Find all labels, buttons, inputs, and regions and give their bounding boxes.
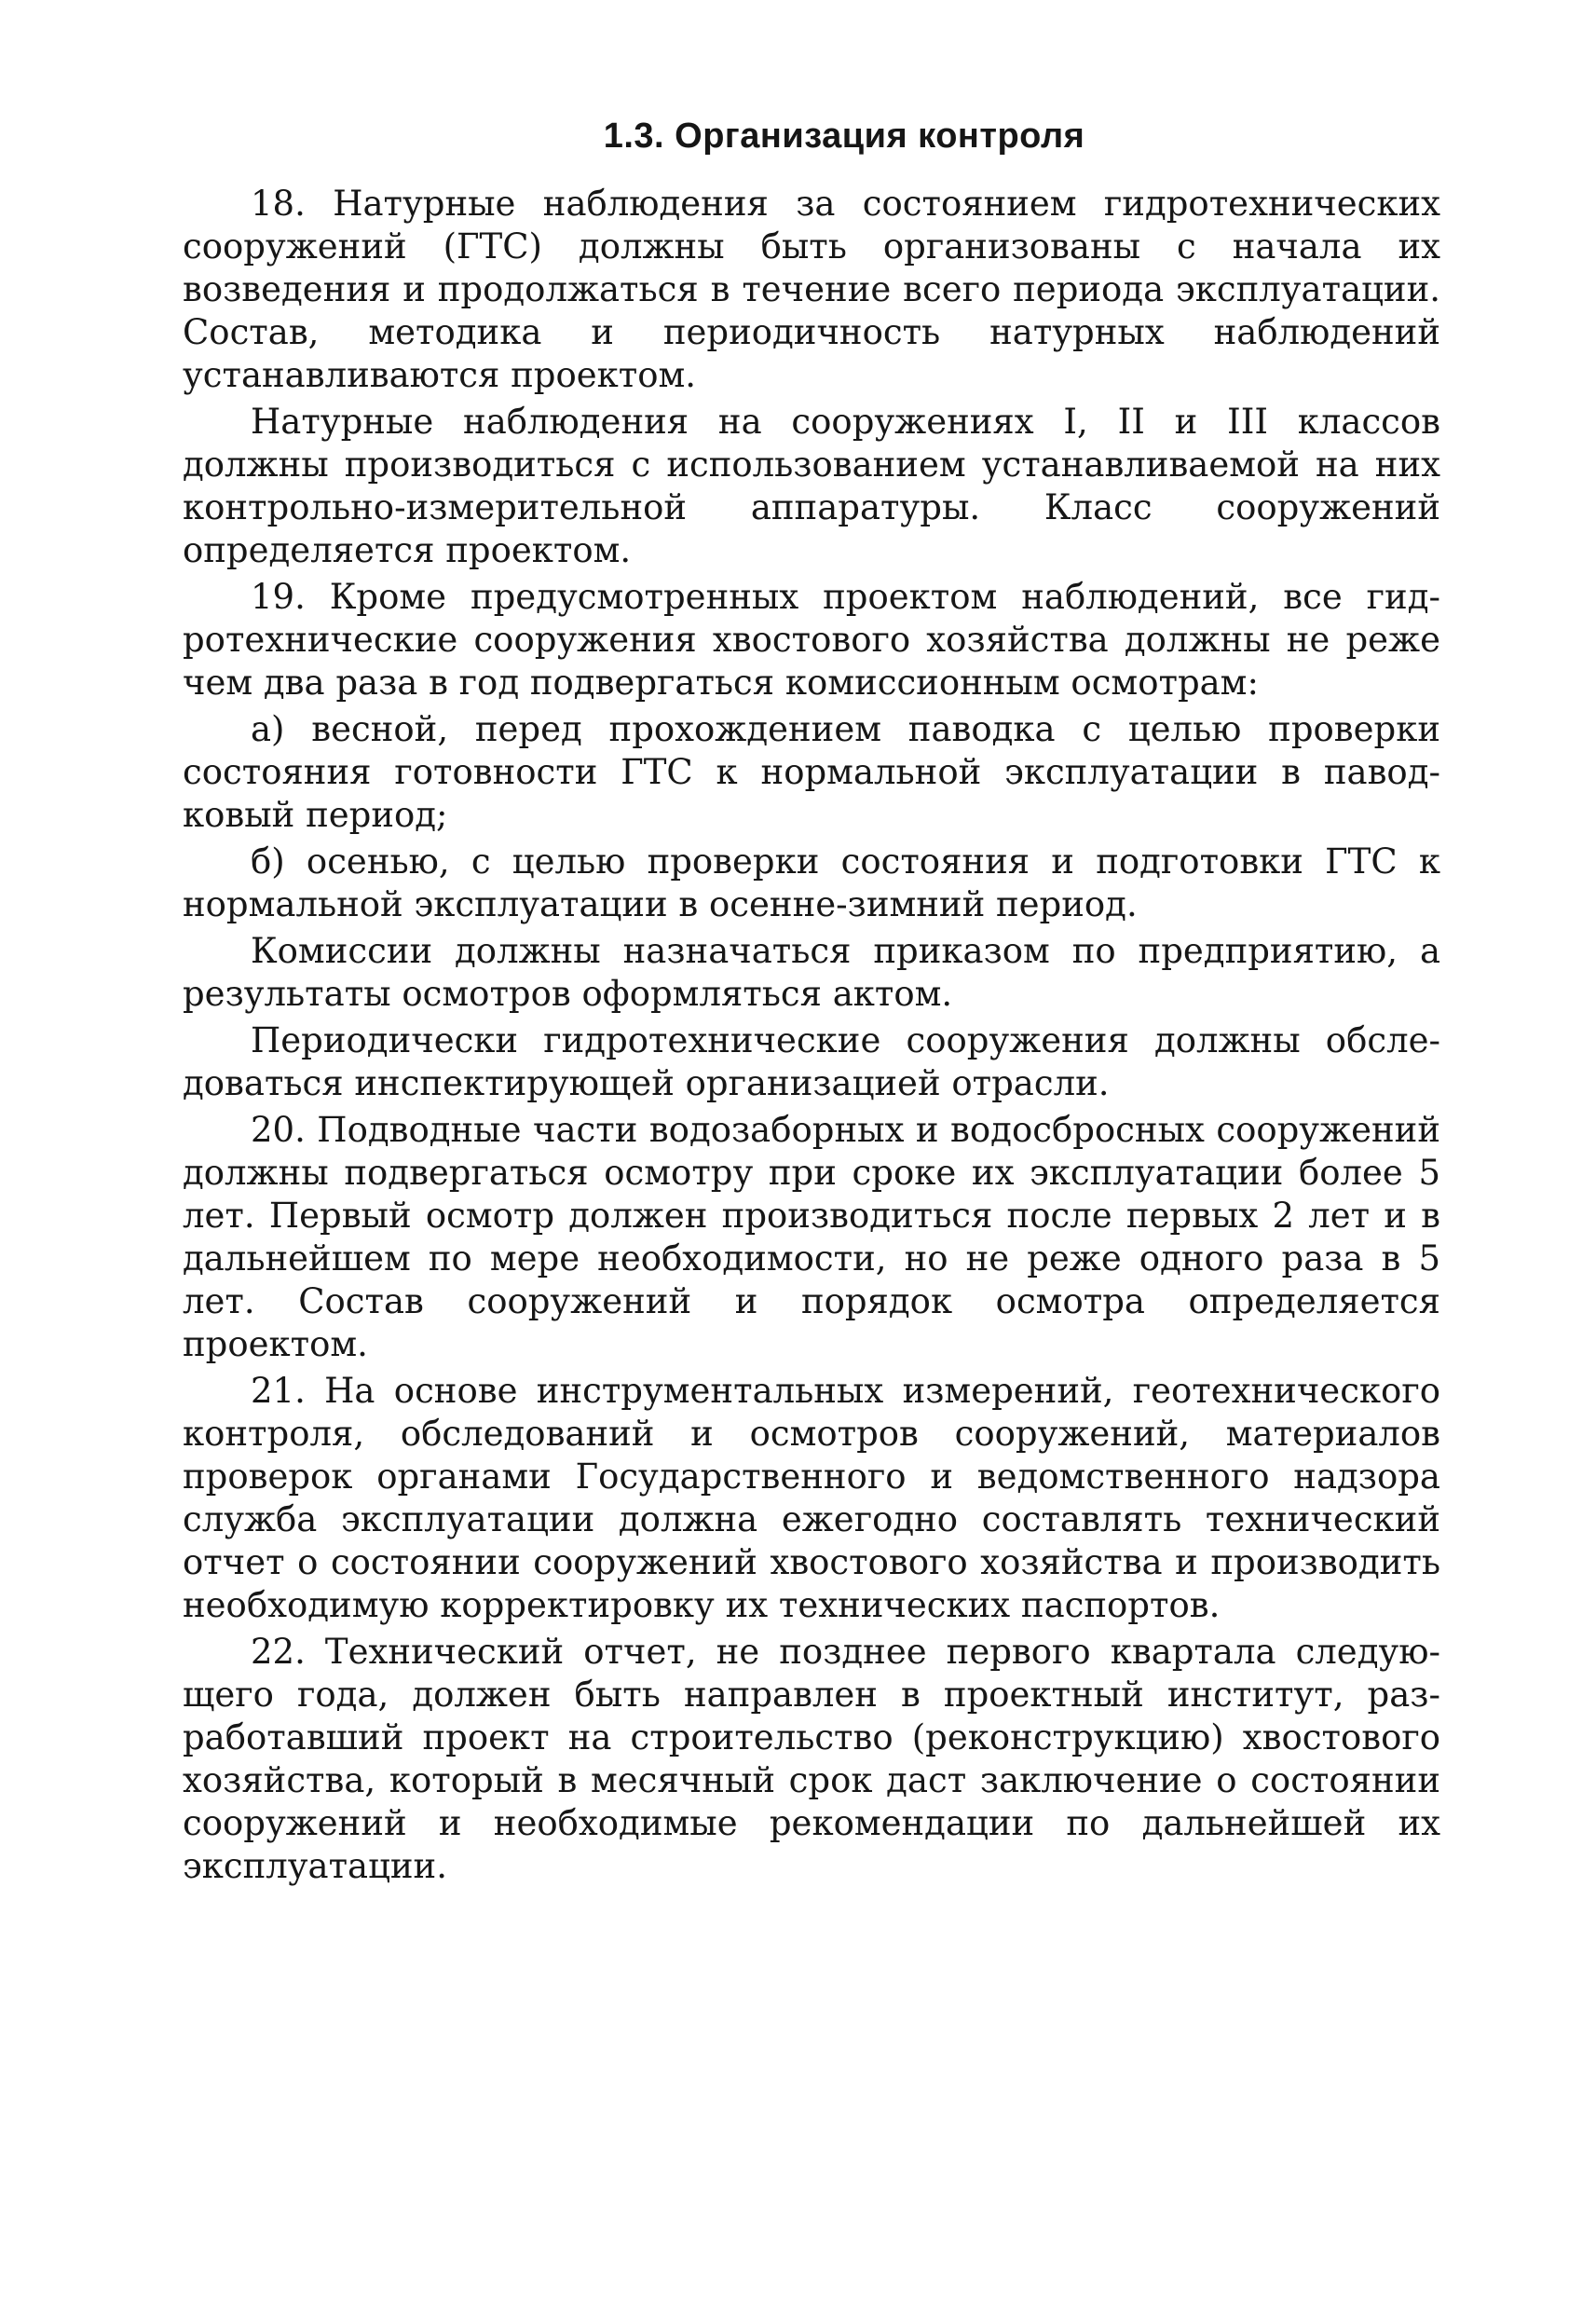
paragraph-19-a: а) весной, перед прохождением паводка с целью проверки состояния готовности ГТС к нормальной эксплуатации в паводковый период; [183, 709, 1440, 835]
document-page [183, 116, 1440, 1892]
paragraph-22: 22. Технический отчет, не позднее первого квартала следующего года, должен быть направлен в проектный институт, разработавший проект на строительство (реконструкцию) хвостового хозяйства, который в месячный срок даст заключение о состоянии сооружений и необходимые рекомендации по дальнейшей их эксплуатации. [183, 1632, 1440, 1886]
paragraph-19-commission: Комиссии должны назначаться приказом по предприятию, а результаты осмотров оформляться актом. [183, 931, 1440, 1014]
paragraph-18-classes: Натурные наблюдения на сооружениях I, II и III классов должны производиться с использованием устанавливаемой на них контрольно-измерительной аппаратуры. Класс сооружений определяется проектом. [183, 402, 1440, 570]
paragraph-19-b: б) осенью, с целью проверки состояния и подготовки ГТС к нормальной эксплуатации в осенне-зимний период. [183, 841, 1440, 924]
paragraph-18: 18. Натурные наблюдения за состоянием гидротехнических сооружений (ГТС) должны быть организованы с начала их возведения и продолжаться в течение всего периода эксплуатации. Состав, методика и периодичность натурных наблюдений устанавливаются проектом. [183, 184, 1440, 395]
paragraph-19: 19. Кроме предусмотренных проектом наблюдений, все гидротехнические сооружения хвостового хозяйства должны не реже чем два раза в год подвергаться комиссионным осмотрам: [183, 577, 1440, 703]
paragraph-19-inspection: Периодически гидротехнические сооружения должны обследоваться инспектирующей организацией отрасли. [183, 1020, 1440, 1103]
paragraph-21: 21. На основе инструментальных измерений, геотехнического контроля, обследований и осмотров сооружений, материалов проверок органами Государственного и ведомственного надзора служба эксплуатации должна ежегодно составлять технический отчет о состоянии сооружений хвостового хозяйства и производить необходимую корректировку их технических паспортов. [183, 1371, 1440, 1625]
paragraph-20: 20. Подводные части водозаборных и водосбросных сооружений должны подвергаться осмотру при сроке их эксплуатации более 5 лет. Первый осмотр должен производиться после первых 2 лет и в дальнейшем по мере необходимости, но не реже одного раза в 5 лет. Состав сооружений и порядок осмотра определяется проектом. [183, 1110, 1440, 1364]
section-title: 1.3. Организация контроля [603, 116, 1085, 156]
